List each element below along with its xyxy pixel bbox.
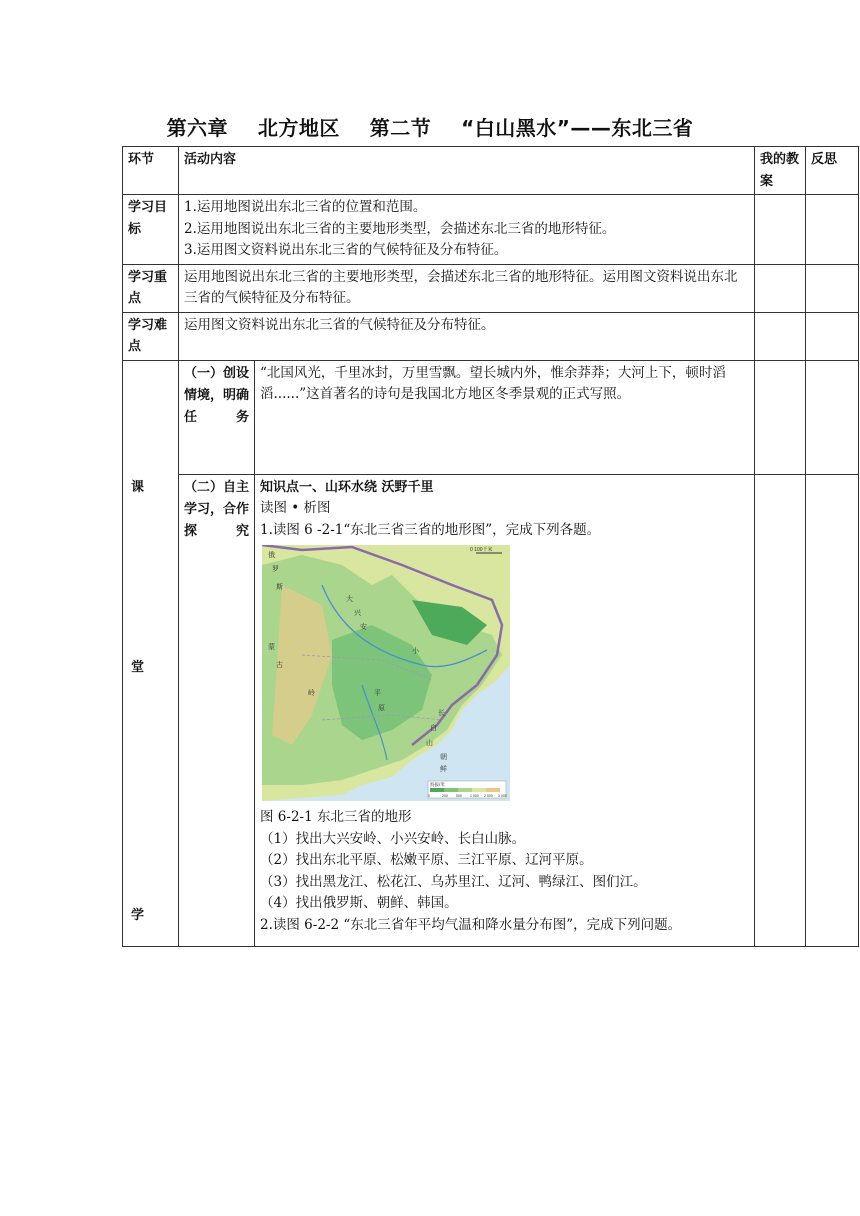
task-line: （3）找出黑龙江、松花江、乌苏里江、辽河、鸭绿江、图们江。	[260, 873, 647, 890]
map-legend-tick: 1 000	[470, 794, 479, 798]
key-myplan-cell	[755, 264, 806, 312]
map-legend	[428, 781, 507, 798]
map-place-label: 罗	[272, 565, 279, 573]
question-1: 1.读图 6 -2-1“东北三省三省的地形图”，完成下列各题。	[260, 521, 601, 538]
goal-line: 3.运用图文资料说出东北三省的气候特征及分布特征。	[184, 242, 508, 258]
phase2-label: （二）自主学习，合作探究	[179, 474, 255, 946]
lesson-plan-table	[122, 146, 859, 947]
map-place-label: 山	[426, 739, 433, 747]
title-region: 北方地区	[257, 116, 340, 140]
phase2-row	[123, 474, 859, 946]
phase1-reflect-cell	[806, 360, 859, 474]
header-myplan: 我的教案	[755, 147, 806, 195]
figure-caption: 图 6-2-1 东北三省的地形	[260, 809, 412, 825]
goal-line: 1.运用地图说出东北三省的位置和范围。	[184, 199, 427, 215]
header-content: 活动内容	[179, 147, 755, 195]
phase1-row	[123, 360, 859, 474]
difficult-myplan-cell	[755, 312, 806, 360]
map-legend-swatch	[472, 788, 486, 792]
read-map-subheading: 读图 • 析图	[260, 500, 331, 516]
class-label-char: 堂	[131, 659, 145, 675]
map-place-label: 小	[412, 647, 419, 655]
task-line: （2）找出东北平原、松嫩平原、三江平原、辽河平原。	[260, 852, 593, 868]
phase2-content	[255, 474, 755, 946]
map-place-label: 古	[276, 661, 283, 669]
map-legend-title: 海拔/米	[430, 782, 445, 787]
page-title	[0, 112, 860, 141]
map-place-label: 长	[438, 709, 445, 717]
map-legend-swatch	[444, 788, 458, 792]
task-line: （4）找出俄罗斯、朝鲜、韩国。	[260, 895, 458, 911]
map-place-label: 岭	[308, 689, 315, 697]
difficult-row	[123, 312, 859, 360]
map-legend-tick: 2 000	[484, 794, 493, 798]
difficult-content: 运用图文资料说出东北三省的气候特征及分布特征。	[179, 312, 755, 360]
header-reflect: 反思	[806, 147, 859, 195]
phase1-text: “北国风光，千里冰封，万里雪飘。望长城内外，惟余莽莽；大河上下，顿时滔滔......”这首著名的诗句是我国北方地区冬季景观的正式写照。	[255, 360, 755, 474]
map-place-label: 平	[374, 689, 381, 697]
header-step: 环节	[123, 147, 179, 195]
goals-label: 学习目标	[123, 195, 179, 265]
title-chapter: 第六章	[166, 116, 229, 140]
difficult-reflect-cell	[806, 312, 859, 360]
map-legend-tick: 200	[442, 794, 448, 798]
map-place-label: 俄	[268, 551, 275, 559]
class-learning-label	[123, 360, 179, 946]
map-place-label: 安	[360, 623, 367, 631]
class-label-char: 学	[131, 907, 145, 923]
header-row	[123, 147, 859, 195]
map-place-label: 白	[430, 724, 437, 732]
map-place-label: 蒙	[268, 643, 275, 651]
question-2: 2.读图 6-2-2 “东北三省年平均气温和降水量分布图”，完成下列问题。	[260, 916, 682, 933]
map-place-label: 原	[378, 704, 385, 712]
map-legend-swatch	[430, 788, 444, 792]
goals-myplan-cell	[755, 195, 806, 265]
map-legend-tick: 3 000	[498, 794, 507, 798]
map-place-label: 兴	[354, 609, 361, 617]
phase1-myplan-cell	[755, 360, 806, 474]
map-place-label: 斯	[276, 583, 283, 591]
knowledge-point-heading: 知识点一、山环水绕 沃野千里	[260, 479, 434, 495]
difficult-label: 学习难点	[123, 312, 179, 360]
task-line: （1）找出大兴安岭、小兴安岭、长白山脉。	[260, 830, 526, 847]
map-scale-text: 0 100千米	[470, 547, 493, 553]
goals-reflect-cell	[806, 195, 859, 265]
key-reflect-cell	[806, 264, 859, 312]
map-legend-swatch	[486, 788, 500, 792]
northeast-terrain-map	[262, 545, 510, 801]
map-place-label: 朝	[440, 753, 447, 761]
map-legend-tick: 500	[456, 794, 462, 798]
map-place-label: 鲜	[440, 765, 447, 773]
map-place-label: 大	[346, 595, 353, 603]
goals-row	[123, 195, 859, 265]
key-row	[123, 264, 859, 312]
goal-line: 2.运用地图说出东北三省的主要地形类型，会描述东北三省的地形特征。	[184, 220, 616, 237]
map-legend-swatch	[458, 788, 472, 792]
class-label-char: 课	[131, 479, 145, 495]
goals-content	[179, 195, 755, 265]
phase2-myplan-cell	[755, 474, 806, 946]
key-content: 运用地图说出东北三省的主要地形类型，会描述东北三省的地形特征。运用图文资料说出东北三省的气候特征及分布特征。	[179, 264, 755, 312]
map-legend-tick: 0	[428, 794, 430, 798]
title-topic: “白山黑水”——东北三省	[461, 116, 694, 140]
title-section: 第二节	[369, 116, 432, 140]
key-label: 学习重点	[123, 264, 179, 312]
phase2-reflect-cell	[806, 474, 859, 946]
phase1-label: （一）创设情境，明确任务	[179, 360, 255, 474]
